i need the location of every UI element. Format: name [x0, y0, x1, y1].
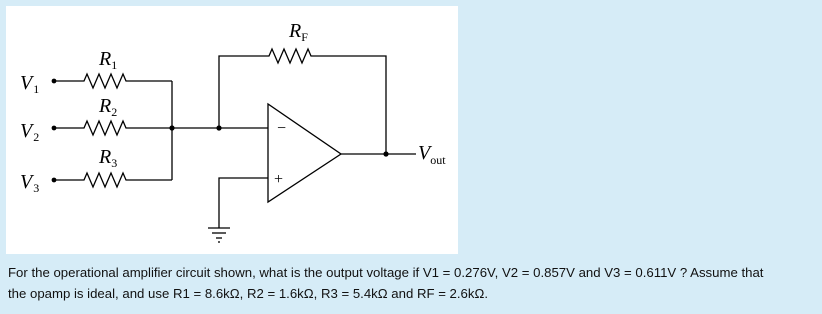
r2-label: $R_2$	[99, 95, 118, 119]
r1-resistor	[54, 74, 172, 88]
vout-label: $V_{out}$	[418, 142, 446, 167]
r2-resistor	[54, 121, 172, 135]
v2-label: $V_2$	[20, 120, 40, 144]
r1-label: $R_1$	[99, 48, 118, 72]
question-line-2: the opamp is ideal, and use R1 = 8.6kΩ, R2 = 1.6kΩ, R3 = 5.4kΩ and RF = 2.6kΩ.	[8, 286, 489, 301]
circuit-figure	[6, 6, 458, 254]
v3-label: $V_3$	[20, 171, 40, 195]
noninverting-sign: +	[274, 171, 284, 188]
noninverting-input-wire	[219, 178, 268, 228]
rf-resistor	[219, 49, 386, 154]
question-text	[8, 262, 820, 304]
ground-icon	[208, 228, 230, 242]
v1-label: $V_1$	[20, 72, 40, 96]
output-node-dot	[383, 151, 388, 156]
r3-label: $R_3$	[99, 146, 118, 170]
inverting-sign: −	[277, 120, 287, 137]
question-line-1: For the operational amplifier circuit shown, what is the output voltage if V1 = 0.276V, V2 = 0.857V and V3 = 0.611V ? Assume that	[8, 265, 764, 280]
r3-resistor	[54, 173, 172, 187]
opamp-circuit-diagram	[6, 6, 458, 254]
rf-label: $R_F$	[289, 20, 308, 44]
